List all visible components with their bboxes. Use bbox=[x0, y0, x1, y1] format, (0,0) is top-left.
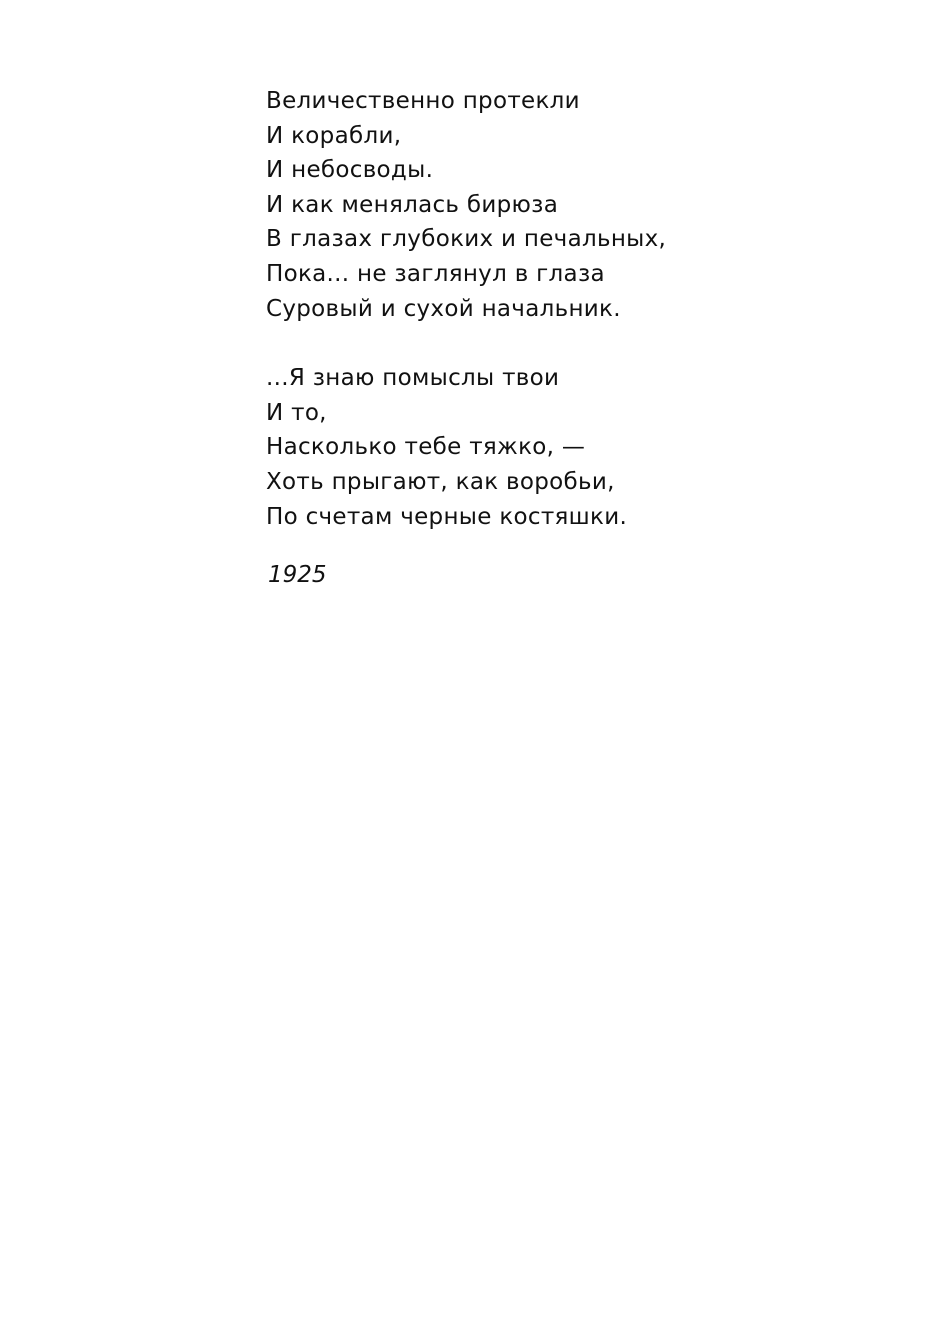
poem-line: Суровый и сухой начальник. bbox=[266, 295, 621, 322]
poem-line: И небосводы. bbox=[266, 157, 434, 184]
stanza-1 bbox=[266, 84, 866, 326]
poem-line: Хоть прыгают, как воробьи, bbox=[266, 468, 615, 495]
poem-line: ...Я знаю помыслы твои bbox=[266, 365, 560, 392]
poem-line: Пока... не заглянул в глаза bbox=[266, 260, 605, 287]
poem-line: И корабли, bbox=[266, 122, 402, 149]
stanza-2 bbox=[266, 361, 866, 534]
poem bbox=[266, 84, 866, 534]
poem-line: В глазах глубоких и печальных, bbox=[266, 226, 667, 253]
poem-line: Величественно протекли bbox=[266, 88, 580, 114]
poem-line: По счетам черные костяшки. bbox=[266, 503, 628, 530]
poem-line: И то, bbox=[266, 399, 327, 426]
poem-date: 1925 bbox=[268, 562, 327, 588]
poem-line: Насколько тебе тяжко, — bbox=[266, 434, 586, 461]
poem-line: И как менялась бирюза bbox=[266, 191, 559, 218]
